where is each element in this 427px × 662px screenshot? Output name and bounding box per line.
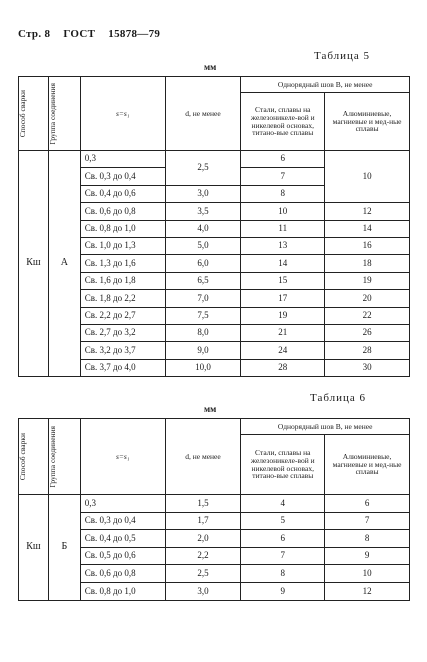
- table5-s-cell: Св. 0,8 до 1,0: [80, 220, 165, 237]
- table6-header-method: Способ сварки: [19, 419, 49, 495]
- table6-header-alu: Алюминиевые, магниевые и мед-ные сплавы: [325, 435, 410, 495]
- table5-alu-cell: 12: [325, 203, 410, 220]
- table5-steel-cell: 13: [241, 237, 325, 254]
- table6-alu-cell: 10: [325, 565, 410, 583]
- table5-s-cell: Св. 0,3 до 0,4: [80, 168, 165, 185]
- table5-d-cell: 2,5: [165, 151, 241, 186]
- table6-s-cell: Св. 0,8 до 1,0: [80, 582, 165, 600]
- table5-s-cell: Св. 1,3 до 1,6: [80, 255, 165, 272]
- table6-alu-cell: 8: [325, 530, 410, 548]
- table6-unit: мм: [204, 404, 217, 414]
- table6: [18, 418, 410, 601]
- standard-label: ГОСТ: [63, 28, 96, 40]
- table5-steel-cell: 17: [241, 290, 325, 307]
- table5-row: [19, 151, 410, 168]
- table5-method-cell: Кш: [19, 151, 49, 377]
- table6-steel-cell: 5: [241, 512, 325, 530]
- table6-method-cell: Кш: [19, 495, 49, 601]
- table5-alu-cell: 19: [325, 272, 410, 289]
- table5-steel-cell: 14: [241, 255, 325, 272]
- table5-steel-cell: 6: [241, 151, 325, 168]
- table5-s-cell: 0,3: [80, 151, 165, 168]
- table5-s-cell: Св. 1,6 до 1,8: [80, 272, 165, 289]
- table6-s-cell: Св. 0,4 до 0,5: [80, 530, 165, 548]
- table6-caption: Таблица 6: [310, 392, 367, 404]
- table6-group-cell: Б: [48, 495, 80, 601]
- table5-steel-cell: 21: [241, 324, 325, 341]
- table5-alu-cell: 26: [325, 324, 410, 341]
- table5-header-seam: Однорядный шов B, не менее: [241, 77, 410, 93]
- table6-alu-cell: 6: [325, 495, 410, 513]
- table5-steel-cell: 8: [241, 185, 325, 202]
- table6-steel-cell: 9: [241, 582, 325, 600]
- table5-alu-cell: 16: [325, 237, 410, 254]
- standard-number: 15878—79: [108, 28, 161, 40]
- table5-steel-cell: 24: [241, 342, 325, 359]
- table5-steel-cell: 15: [241, 272, 325, 289]
- table5-alu-cell: 10: [325, 151, 410, 203]
- table5-unit: мм: [204, 62, 217, 72]
- table5-alu-cell: 20: [325, 290, 410, 307]
- table5-d-cell: 6,0: [165, 255, 241, 272]
- table5-d-cell: 3,5: [165, 203, 241, 220]
- table6-d-cell: 1,5: [165, 495, 241, 513]
- table5-steel-cell: 19: [241, 307, 325, 324]
- page-number: Стр. 8: [18, 28, 51, 40]
- table5-steel-cell: 11: [241, 220, 325, 237]
- table5-header-alu: Алюминиевые, магниевые и мед-ные сплавы: [325, 93, 410, 151]
- table6-header-s: s=s₁: [80, 419, 165, 495]
- table6-header-d: d, не менее: [165, 419, 241, 495]
- table6-steel-cell: 4: [241, 495, 325, 513]
- table5-d-cell: 7,0: [165, 290, 241, 307]
- table5-s-cell: Св. 1,0 до 1,3: [80, 237, 165, 254]
- table5-alu-cell: 14: [325, 220, 410, 237]
- table5-s-cell: Св. 2,2 до 2,7: [80, 307, 165, 324]
- table5-alu-cell: 18: [325, 255, 410, 272]
- table6-header-group: Группа соединения: [48, 419, 80, 495]
- table6-d-cell: 2,5: [165, 565, 241, 583]
- table5-alu-cell: 28: [325, 342, 410, 359]
- table5-d-cell: 4,0: [165, 220, 241, 237]
- table6-d-cell: 2,2: [165, 547, 241, 565]
- table5-d-cell: 9,0: [165, 342, 241, 359]
- table6-header-seam: Однорядный шов B, не менее: [241, 419, 410, 435]
- table5-d-cell: 5,0: [165, 237, 241, 254]
- table5-caption: Таблица 5: [314, 50, 371, 62]
- table6-steel-cell: 6: [241, 530, 325, 548]
- table5-d-cell: 3,0: [165, 185, 241, 202]
- table5-d-cell: 7,5: [165, 307, 241, 324]
- table6-header-steel: Стали, сплавы на железоникеле-вой и никелевой основах, титано-вые сплавы: [241, 435, 325, 495]
- table6-d-cell: 3,0: [165, 582, 241, 600]
- table5-d-cell: 6,5: [165, 272, 241, 289]
- table5-alu-cell: 30: [325, 359, 410, 376]
- table5-header-group: Группа соединения: [48, 77, 80, 151]
- table6-s-cell: Св. 0,6 до 0,8: [80, 565, 165, 583]
- table5-s-cell: Св. 1,8 до 2,2: [80, 290, 165, 307]
- table5-d-cell: 10,0: [165, 359, 241, 376]
- table6-alu-cell: 7: [325, 512, 410, 530]
- table6-alu-cell: 12: [325, 582, 410, 600]
- table6-steel-cell: 8: [241, 565, 325, 583]
- table5: [18, 76, 410, 377]
- table5-group-cell: А: [48, 151, 80, 377]
- table6-d-cell: 2,0: [165, 530, 241, 548]
- table6-alu-cell: 9: [325, 547, 410, 565]
- table5-s-cell: Св. 3,7 до 4,0: [80, 359, 165, 376]
- page-header: [18, 28, 170, 40]
- table6-d-cell: 1,7: [165, 512, 241, 530]
- table5-steel-cell: 10: [241, 203, 325, 220]
- table5-s-cell: Св. 0,4 до 0,6: [80, 185, 165, 202]
- table6-s-cell: Св. 0,5 до 0,6: [80, 547, 165, 565]
- table5-alu-cell: 22: [325, 307, 410, 324]
- table5-steel-cell: 7: [241, 168, 325, 185]
- table6-steel-cell: 7: [241, 547, 325, 565]
- table5-header-steel: Стали, сплавы на железоникеле-вой и никелевой основах, титано-вые сплавы: [241, 93, 325, 151]
- table5-d-cell: 8,0: [165, 324, 241, 341]
- table6-s-cell: 0,3: [80, 495, 165, 513]
- table5-header-method: Способ сварки: [19, 77, 49, 151]
- table5-s-cell: Св. 2,7 до 3,2: [80, 324, 165, 341]
- table6-s-cell: Св. 0,3 до 0,4: [80, 512, 165, 530]
- table5-s-cell: Св. 0,6 до 0,8: [80, 203, 165, 220]
- table5-s-cell: Св. 3,2 до 3,7: [80, 342, 165, 359]
- table5-steel-cell: 28: [241, 359, 325, 376]
- table6-row: [19, 495, 410, 513]
- table5-header-s: s=s₁: [80, 77, 165, 151]
- table5-header-d: d, не менее: [165, 77, 241, 151]
